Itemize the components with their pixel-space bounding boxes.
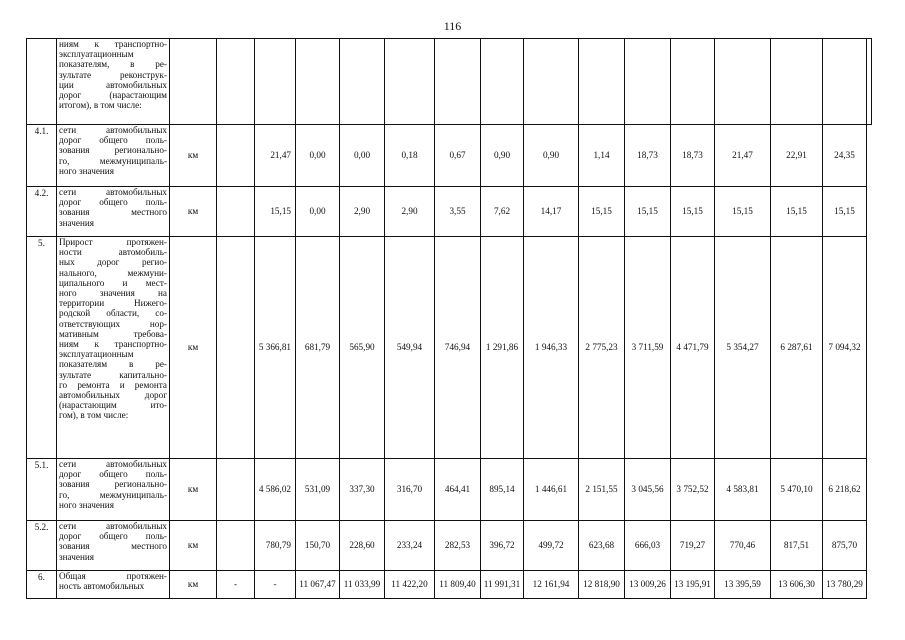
value-cell: 681,79 [296, 237, 340, 459]
value-cell: 499,72 [524, 521, 579, 571]
value-cell: 13 606,30 [771, 571, 823, 599]
unit-cell: км [170, 459, 217, 521]
value-cell: 895,14 [481, 459, 524, 521]
value-cell: 565,90 [340, 237, 385, 459]
row-number: 4.1. [27, 125, 57, 187]
value-cell: 6 287,61 [771, 237, 823, 459]
value-cell: 770,46 [715, 521, 771, 571]
indicator-name-line: территории Нижего- [59, 298, 167, 309]
indicator-name-line: итогом), в том числе: [59, 100, 142, 111]
value-cell: 6 218,62 [823, 459, 867, 521]
table-row [27, 571, 872, 599]
value-cell: 875,70 [823, 521, 867, 571]
value-cell: 13 780,29 [823, 571, 867, 599]
unit-cell [170, 39, 217, 125]
value-cell [867, 39, 872, 125]
value-cell: 7,62 [481, 187, 524, 237]
value-cell: 0,67 [435, 125, 481, 187]
value-cell: 5 354,27 [715, 237, 771, 459]
value-cell: 3 045,56 [625, 459, 671, 521]
indicator-name-line: ность автомобильных [59, 581, 145, 592]
indicator-name-line: автомобильных дорог [59, 390, 167, 401]
indicator-name-line: нального, межмуни- [59, 267, 167, 278]
value-cell: 549,94 [385, 237, 435, 459]
table-row [27, 459, 872, 521]
value-cell: 2 775,23 [579, 237, 625, 459]
value-cell: 746,94 [435, 237, 481, 459]
indicator-name-line: зования местного [59, 207, 167, 218]
indicator-name-line: зования регионально- [59, 145, 167, 156]
value-cell: 396,72 [481, 521, 524, 571]
indicator-name-line: показателям в ре- [59, 359, 167, 370]
row-number: 6. [27, 571, 57, 599]
value-cell [481, 39, 524, 125]
value-cell: 4 586,02 [255, 459, 296, 521]
indicator-name-line: гом), в том числе: [59, 410, 129, 421]
indicator-name-line: дорог общего поль- [59, 531, 167, 542]
row-number: 5.1. [27, 459, 57, 521]
value-cell: 4 583,81 [715, 459, 771, 521]
value-cell: 5 366,81 [255, 237, 296, 459]
indicator-name-line: ответствующих нор- [59, 318, 167, 329]
value-cell: 13 009,26 [625, 571, 671, 599]
indicator-name-line: зования местного [59, 541, 167, 552]
value-cell: 780,79 [255, 521, 296, 571]
indicator-name [57, 187, 170, 237]
indicator-name-line: (нарастающим ито- [59, 400, 167, 411]
value-cell: 3 711,59 [625, 237, 671, 459]
value-cell: 22,91 [771, 125, 823, 187]
indicator-name-line: ниям к транспортно- [59, 339, 167, 350]
unit-cell: км [170, 237, 217, 459]
table-row [27, 187, 872, 237]
value-cell: 316,70 [385, 459, 435, 521]
indicator-name-line: ного значения [59, 499, 114, 510]
indicator-name-line: ного значения на [59, 288, 167, 299]
indicator-name-line: эксплуатационным [59, 349, 134, 360]
value-cell [255, 39, 296, 125]
indicator-name-line: ниям к транспортно- [59, 39, 167, 49]
value-cell: 18,73 [625, 125, 671, 187]
indicator-name-line: ципального и мест- [59, 277, 167, 288]
value-cell: 0,00 [296, 187, 340, 237]
extra-cell [217, 125, 255, 187]
value-cell: 3,55 [435, 187, 481, 237]
value-cell: 282,53 [435, 521, 481, 571]
table-row [27, 125, 872, 187]
value-cell: 150,70 [296, 521, 340, 571]
value-cell: 2,90 [340, 187, 385, 237]
indicator-name-line: ного значения [59, 165, 114, 176]
indicator-name [57, 125, 170, 187]
indicator-name-line: сети автомобильных [59, 459, 167, 469]
indicator-name-line: сети автомобильных [59, 125, 167, 135]
unit-cell: км [170, 187, 217, 237]
value-cell [524, 39, 579, 125]
extra-cell [217, 39, 255, 125]
value-cell: 5 470,10 [771, 459, 823, 521]
indicator-name-line: мативным требова- [59, 328, 167, 339]
value-cell: 12 161,94 [524, 571, 579, 599]
indicator-name [57, 571, 170, 599]
value-cell: 0,90 [524, 125, 579, 187]
value-cell: 0,00 [296, 125, 340, 187]
table-row [27, 39, 872, 125]
value-cell: 2,90 [385, 187, 435, 237]
value-cell: 13 395,59 [715, 571, 771, 599]
indicator-name-line: Общая протяжен- [59, 571, 167, 581]
indicator-name [57, 237, 170, 459]
value-cell: 3 752,52 [671, 459, 715, 521]
value-cell: 24,35 [823, 125, 867, 187]
value-cell [823, 39, 867, 125]
indicator-name-line: ности автомобиль- [59, 247, 167, 258]
value-cell [715, 39, 771, 125]
value-cell: 15,15 [771, 187, 823, 237]
value-cell: 0,18 [385, 125, 435, 187]
value-cell: 4 471,79 [671, 237, 715, 459]
indicator-name [57, 39, 170, 125]
table-row [27, 237, 872, 459]
value-cell: 623,68 [579, 521, 625, 571]
value-cell: 11 422,20 [385, 571, 435, 599]
indicator-name-line: родской области, со- [59, 308, 167, 319]
indicator-name [57, 521, 170, 571]
value-cell: 0,00 [340, 125, 385, 187]
value-cell: 13 195,91 [671, 571, 715, 599]
value-cell: 15,15 [823, 187, 867, 237]
value-cell: 15,15 [671, 187, 715, 237]
value-cell: 11 991,31 [481, 571, 524, 599]
value-cell: 0,90 [481, 125, 524, 187]
value-cell: 719,27 [671, 521, 715, 571]
value-cell: 531,09 [296, 459, 340, 521]
indicators-table [26, 38, 872, 599]
value-cell [671, 39, 715, 125]
row-number: 5.2. [27, 521, 57, 571]
value-cell: 817,51 [771, 521, 823, 571]
value-cell: 18,73 [671, 125, 715, 187]
value-cell: 666,03 [625, 521, 671, 571]
value-cell: 337,30 [340, 459, 385, 521]
extra-cell [217, 459, 255, 521]
page-number: 116 [443, 19, 462, 33]
indicator-name-line: эксплуатационным [59, 49, 134, 60]
indicator-name-line: дорог (нарастающим [59, 90, 167, 101]
value-cell [579, 39, 625, 125]
indicator-name-line: зования регионально- [59, 479, 167, 490]
indicator-name-line: значения [59, 217, 95, 228]
indicator-name-line: ных дорог регио- [59, 257, 167, 268]
value-cell: 464,41 [435, 459, 481, 521]
value-cell: 1,14 [579, 125, 625, 187]
value-cell [296, 39, 340, 125]
indicator-name-line: дорог общего поль- [59, 469, 167, 480]
value-cell [385, 39, 435, 125]
extra-cell: - [217, 571, 255, 599]
row-number: 4.2. [27, 187, 57, 237]
indicator-name-line: сети автомобильных [59, 187, 167, 197]
value-cell: 228,60 [340, 521, 385, 571]
indicator-name-line: значения [59, 551, 95, 562]
value-cell [435, 39, 481, 125]
indicator-name [57, 459, 170, 521]
value-cell: 15,15 [715, 187, 771, 237]
value-cell: 15,15 [579, 187, 625, 237]
value-cell: 2 151,55 [579, 459, 625, 521]
unit-cell: км [170, 571, 217, 599]
value-cell: 21,47 [715, 125, 771, 187]
value-cell: 12 818,90 [579, 571, 625, 599]
value-cell: 11 809,40 [435, 571, 481, 599]
indicator-name-line: зультате реконструк- [59, 69, 167, 80]
extra-cell [217, 521, 255, 571]
table-row [27, 521, 872, 571]
value-cell: 1 446,61 [524, 459, 579, 521]
indicator-name-line: го, межмуниципаль- [59, 155, 167, 166]
row-number [27, 39, 57, 125]
value-cell: 14,17 [524, 187, 579, 237]
value-cell [771, 39, 823, 125]
value-cell [625, 39, 671, 125]
row-number: 5. [27, 237, 57, 459]
value-cell: 11 067,47 [296, 571, 340, 599]
value-cell: 11 033,99 [340, 571, 385, 599]
unit-cell: км [170, 125, 217, 187]
indicator-name-line: показателям, в ре- [59, 59, 167, 70]
value-cell: 21,47 [255, 125, 296, 187]
value-cell: - [255, 571, 296, 599]
value-cell: 1 291,86 [481, 237, 524, 459]
value-cell: 233,24 [385, 521, 435, 571]
indicator-name-line: го ремонта и ремонта [59, 379, 167, 390]
indicator-name-line: ции автомобильных [59, 79, 167, 90]
value-cell [340, 39, 385, 125]
indicator-name-line: дорог общего поль- [59, 197, 167, 208]
unit-cell: км [170, 521, 217, 571]
extra-cell [217, 237, 255, 459]
value-cell: 1 946,33 [524, 237, 579, 459]
indicator-name-line: го, межмуниципаль- [59, 489, 167, 500]
indicator-name-line: сети автомобильных [59, 521, 167, 531]
value-cell: 7 094,32 [823, 237, 867, 459]
value-cell: 15,15 [255, 187, 296, 237]
indicator-name-line: зультате капитально- [59, 369, 167, 380]
indicator-name-line: дорог общего поль- [59, 135, 167, 146]
value-cell: 15,15 [625, 187, 671, 237]
indicator-name-line: Прирост протяжен- [59, 237, 167, 247]
extra-cell [217, 187, 255, 237]
